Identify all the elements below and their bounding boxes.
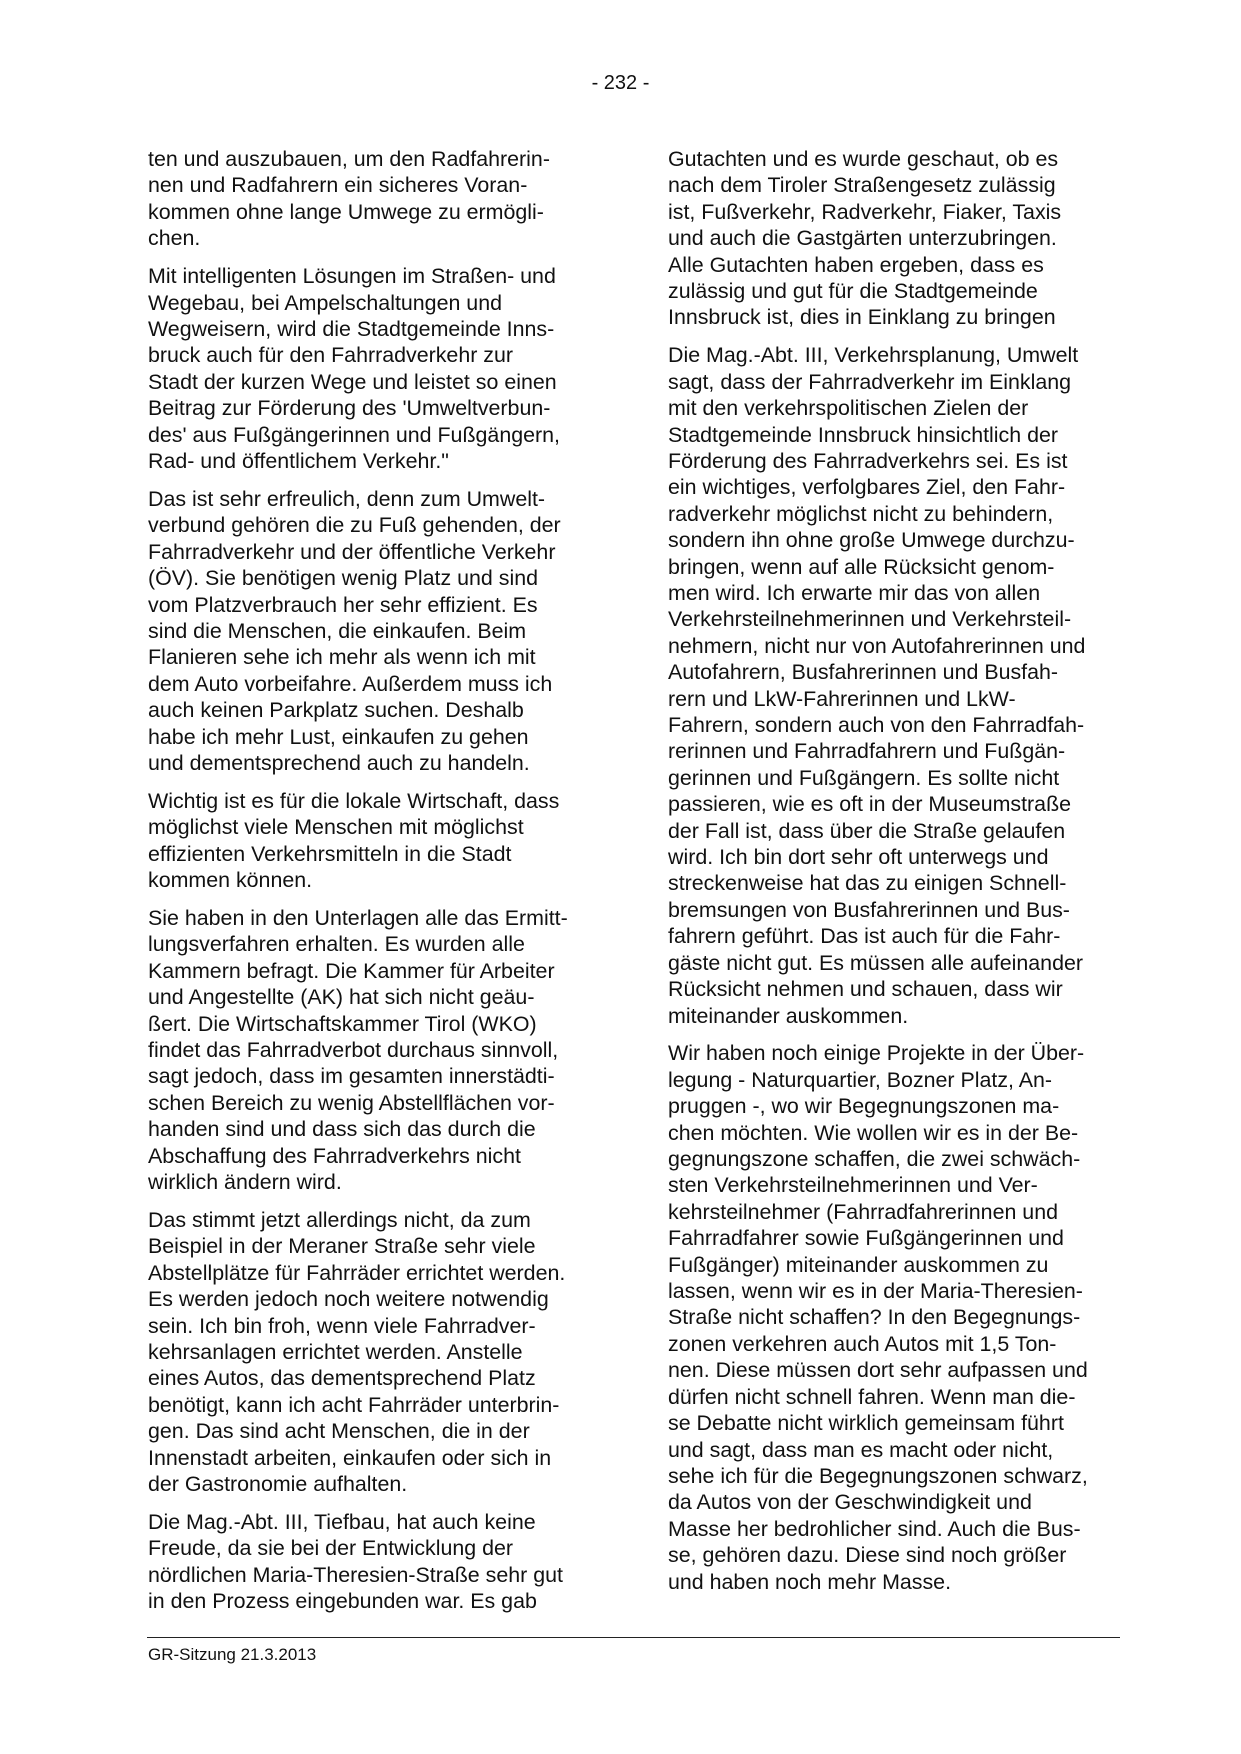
footer-divider bbox=[147, 1637, 1120, 1638]
paragraph: Das ist sehr erfreulich, denn zum Umwelt- verbund gehören die zu Fuß gehenden, der Fahrradverkehr und der öffentliche Verkehr (ÖV). Sie benötigen wenig Platz und sind vom Platzverbrauch her sehr effizient. Es sind die Menschen, die einkaufen. Beim Flanieren sehe ich mehr als wenn ich mit dem Auto vorbeifahre. Außerdem muss ich auch keinen Parkplatz suchen. Deshalb habe ich mehr Lust, einkaufen zu gehen und dementsprechend auch zu handeln. bbox=[148, 486, 561, 775]
paragraph: Sie haben in den Unterlagen alle das Ermitt- lungsverfahren erhalten. Es wurden alle Kammern befragt. Die Kammer für Arbeiter und Angestellte (AK) hat sich nicht geäu- ßert. Die Wirtschaftskammer Tirol (WKO) findet das Fahrradverbot durchaus sinnvoll, sagt jedoch, dass im gesamten innerstädti- schen Bereich zu wenig Abstellflächen vor- handen sind und dass sich das durch die Abschaffung des Fahrradverkehrs nicht wirklich ändern wird. bbox=[148, 905, 568, 1195]
left-column bbox=[148, 146, 600, 1626]
right-column bbox=[668, 146, 1120, 1606]
paragraph: Das stimmt jetzt allerdings nicht, da zum Beispiel in der Meraner Straße sehr viele Abstellplätze für Fahrräder errichtet werden. Es werden jedoch noch weitere notwendig sein. Ich bin froh, wenn viele Fahrradver- kehrsanlagen errichtet werden. Anstelle eines Autos, das dementsprechend Platz benötigt, kann ich acht Fahrräder unterbrin- gen. Das sind acht Menschen, die in der Innenstadt arbeiten, einkaufen oder sich in der Gastronomie aufhalten. bbox=[148, 1207, 566, 1496]
page-number: - 232 - bbox=[591, 72, 650, 94]
paragraph: Wir haben noch einige Projekte in der Über- legung - Naturquartier, Bozner Platz, An- pruggen -, wo wir Begegnungszonen ma- chen möchten. Wie wollen wir es in der Be- gegnungszone schaffen, die zwei schwäch- sten Verkehrsteilnehmerinnen und Ver- kehrsteilnehmer (Fahrradfahrerinnen und Fahrradfahrer sowie Fußgängerinnen und Fußgänger) miteinander auskommen zu lassen, wenn wir es in der Maria-Theresien- Straße nicht schaffen? In den Begegnungs- zonen verkehren auch Autos mit 1,5 Ton- nen. Diese müssen dort sehr aufpassen und dürfen nicht schnell fahren. Wenn man die- se Debatte nicht wirklich gemeinsam führt und sagt, dass man es macht oder nicht, sehe ich für die Begegnungszonen schwarz, da Autos von der Geschwindigkeit und Masse her bedrohlicher sind. Auch die Bus- se, gehören dazu. Diese sind noch größer und haben noch mehr Masse. bbox=[668, 1041, 1088, 1594]
paragraph: Mit intelligenten Lösungen im Straßen- und Wegebau, bei Ampelschaltungen und Wegweisern, wird die Stadtgemeinde Inns- bruck auch für den Fahrradverkehr zur Stadt der kurzen Wege und leistet so einen Beitrag zur Förderung des 'Umweltverbun- des' aus Fußgängerinnen und Fußgängern, Rad- und öffentlichem Verkehr." bbox=[148, 264, 560, 473]
paragraph: Gutachten und es wurde geschaut, ob es nach dem Tiroler Straßengesetz zulässig ist, Fußverkehr, Radverkehr, Fiaker, Taxis und auch die Gastgärten unterzubringen. Alle Gutachten haben ergeben, dass es zulässig und gut für die Stadtgemeinde Innsbruck ist, dies in Einklang zu bringen bbox=[668, 147, 1062, 330]
paragraph: Wichtig ist es für die lokale Wirtschaft, dass möglichst viele Menschen mit möglichst effizienten Verkehrsmitteln in die Stadt kommen können. bbox=[148, 788, 560, 893]
footer-session-date: GR-Sitzung 21.3.2013 bbox=[148, 1645, 317, 1664]
paragraph: Die Mag.-Abt. III, Verkehrsplanung, Umwelt sagt, dass der Fahrradverkehr im Einklang mit den verkehrspolitischen Zielen der Stadtgemeinde Innsbruck hinsichtlich der Förderung des Fahrradverkehrs sei. Es ist ein wichtiges, verfolgbares Ziel, den Fahr- radverkehr möglichst nicht zu behindern, sondern ihn ohne große Umwege durchzu- bringen, wenn auf alle Rücksicht genom- men wird. Ich erwarte mir das von allen Verkehrsteilnehmerinnen und Verkehrsteil- nehmern, nicht nur von Autofahrerinnen und Autofahrern, Busfahrerinnen und Busfah- rern und LkW-Fahrerinnen und LkW- Fahrern, sondern auch von den Fahrradfah- rerinnen und Fahrradfahrern und Fußgän- gerinnen und Fußgängern. Es sollte nicht passieren, wie es oft in der Museumstraße der Fall ist, dass über die Straße gelaufen wird. Ich bin dort sehr oft unterwegs und streckenweise hat das zu einigen Schnell- bremsungen von Busfahrerinnen und Bus- fahrern geführt. Das ist auch für die Fahr- gäste nicht gut. Es müssen alle aufeinander Rücksicht nehmen und schauen, dass wir miteinander auskommen. bbox=[668, 343, 1086, 1028]
paragraph: Die Mag.-Abt. III, Tiefbau, hat auch keine Freude, da sie bei der Entwicklung der nördlichen Maria-Theresien-Straße sehr gut in den Prozess eingebunden war. Es gab bbox=[148, 1509, 563, 1614]
paragraph: ten und auszubauen, um den Radfahrerin- nen und Radfahrern ein sicheres Voran- kommen ohne lange Umwege zu ermögli- chen. bbox=[148, 147, 550, 251]
